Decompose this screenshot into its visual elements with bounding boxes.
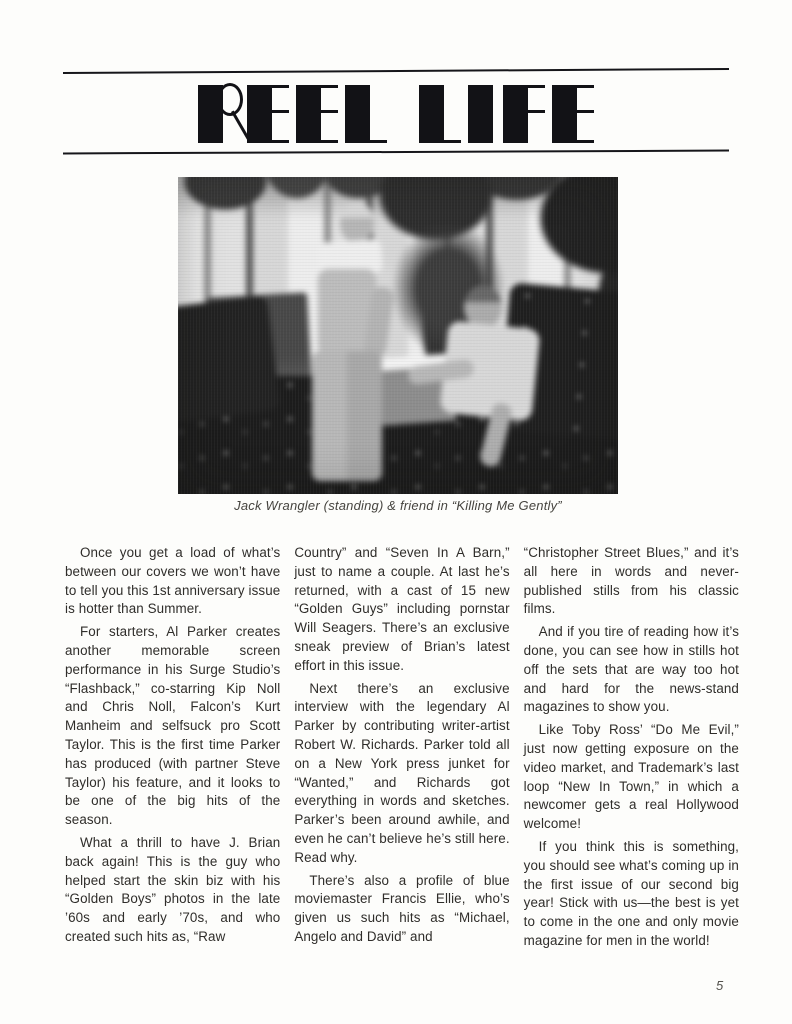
body-paragraph: If you think this is something, you should see what’s coming up in the first issue of our second big year! Stick with us—the best is yet to come in the one and only movie magazine for men in the world! (523, 838, 739, 948)
photo-vignette (178, 177, 618, 494)
title-letter (247, 85, 289, 143)
article-column (524, 544, 739, 955)
film-still-photo (178, 177, 618, 494)
body-paragraph: Next there’s an exclusive interview with the legendary Al Parker by contributing writer-artist Robert W. Richards. Parker told all on a New York press junket for “Wanted,” and Richards got everything in words and sketches. Parker’s been around awhile, and even he can’t believe he’s still here. Read why. (294, 680, 510, 865)
photo-caption: Jack Wrangler (standing) & friend in “Killing Me Gently” (234, 498, 562, 513)
page-number: 5 (716, 978, 724, 993)
page-title (0, 85, 792, 143)
body-paragraph: Country” and “Seven In A Barn,” just to name a couple. At last he’s returned, with a cast of 15 new “Golden Guys” including pornstar Will Seagers. There’s an exclusive sneak preview of Brian’s latest effort in this issue. (294, 545, 510, 673)
header-rule-top (63, 68, 729, 74)
body-paragraph: What a thrill to have J. Brian back again! This is the guy who helped start the skin biz with his “Golden Boys” photos in the late ’60s and early ’70s, and who created such hits as, “Raw (65, 834, 281, 944)
title-letter (296, 85, 338, 143)
body-paragraph: “Christopher Street Blues,” and it’s all here in words and never-published stills from his classic films. (523, 545, 739, 617)
title-letter (345, 85, 387, 143)
title-letter (503, 85, 545, 143)
body-paragraph: For starters, Al Parker creates another memorable screen performance in his Surge Studio’s “Flashback,” co-starring Kip Noll and Chris Noll, Falcon’s Kurt Manheim and selfsuck pro Scott Taylor. This is the first time Parker has produced (with partner Steve Taylor) his feature, and it looks to be one of the big hits of the season. (65, 624, 281, 828)
article-columns (65, 544, 739, 955)
body-paragraph: Once you get a load of what’s between our covers we won’t have to tell you this 1st anniversary issue is hotter than Summer. (65, 545, 281, 617)
title-space (394, 85, 412, 143)
title-letter (419, 85, 461, 143)
body-paragraph: Like Toby Ross’ “Do Me Evil,” just now getting exposure on the video market, and Trademark’s last loop “New In Town,” in which a newcomer gets a real Hollywood welcome! (523, 722, 739, 832)
header-rule-bottom (63, 150, 729, 155)
title-letter (468, 85, 496, 143)
article-column (294, 544, 509, 955)
title-letter (552, 85, 594, 143)
title-letter (198, 85, 240, 143)
article-column (65, 544, 280, 955)
body-paragraph: And if you tire of reading how it’s done, you can see how in stills hot off the sets that are way too hot and hard for the news-stand magazines to show you. (523, 624, 739, 715)
body-paragraph: There’s also a profile of blue moviemaster Francis Ellie, who’s given us such hits as “Michael, Angelo and David” and (294, 872, 510, 944)
